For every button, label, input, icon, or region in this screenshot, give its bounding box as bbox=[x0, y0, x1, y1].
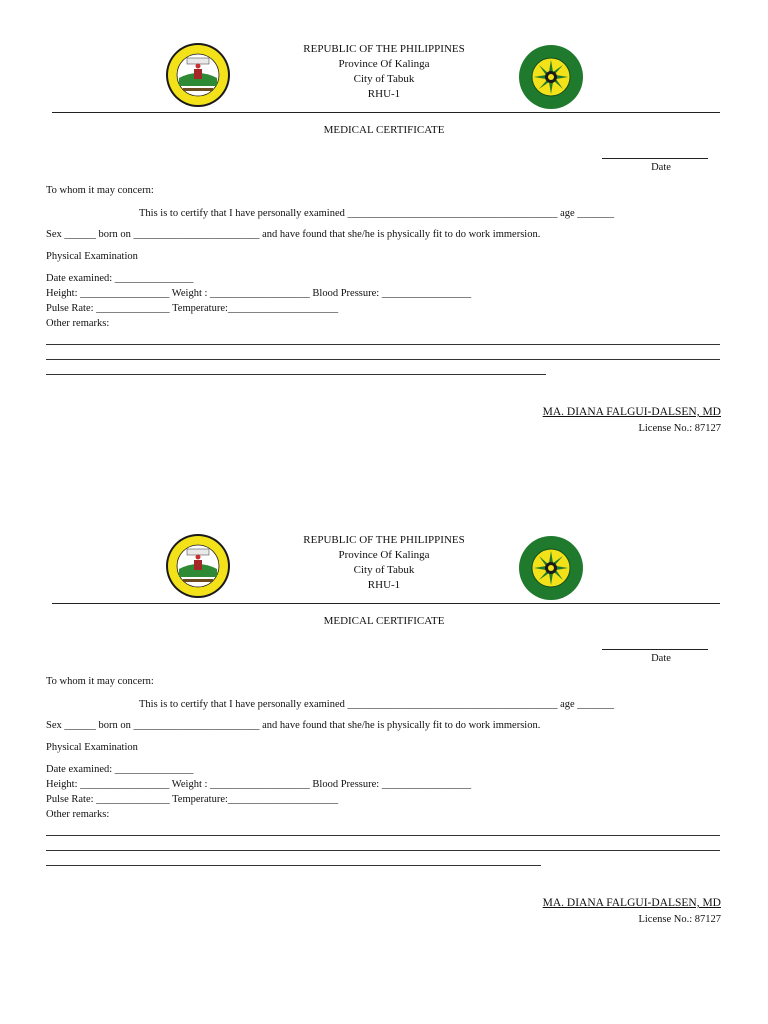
date-field-line[interactable] bbox=[602, 158, 708, 159]
date-label: Date bbox=[651, 162, 671, 173]
header-block bbox=[0, 42, 768, 102]
header-city: City of Tabuk bbox=[353, 73, 415, 85]
header-block bbox=[0, 533, 768, 593]
physical-exam-heading: Physical Examination bbox=[46, 742, 138, 753]
date-label: Date bbox=[651, 653, 671, 664]
doctor-license: License No.: 87127 bbox=[638, 423, 721, 434]
sex-birth-statement: Sex ______ born on ________________________ and have found that she/he is physically fit to do work immersion. bbox=[46, 229, 541, 240]
physical-exam-heading: Physical Examination bbox=[46, 251, 138, 262]
certificate-title: MEDICAL CERTIFICATE bbox=[323, 615, 445, 627]
medical-certificate-1 bbox=[0, 0, 768, 490]
remarks-line-1[interactable] bbox=[46, 344, 720, 345]
salutation: To whom it may concern: bbox=[46, 185, 154, 196]
certify-statement: This is to certify that I have personally examined ________________________________________ age _______ bbox=[139, 699, 615, 710]
medical-certificate-2 bbox=[0, 491, 768, 981]
header-province: Province Of Kalinga bbox=[338, 58, 430, 70]
other-remarks-label: Other remarks: bbox=[46, 809, 110, 820]
header-unit: RHU-1 bbox=[367, 88, 401, 100]
doctor-name: MA. DIANA FALGUI-DALSEN, MD bbox=[542, 406, 721, 418]
vitals-pulse-temperature: Pulse Rate: ______________ Temperature:_____________________ bbox=[46, 794, 339, 805]
city-health-office-seal-icon bbox=[518, 535, 584, 601]
header-divider bbox=[52, 603, 720, 604]
doctor-name: MA. DIANA FALGUI-DALSEN, MD bbox=[542, 897, 721, 909]
vitals-pulse-temperature: Pulse Rate: ______________ Temperature:_____________________ bbox=[46, 303, 339, 314]
certify-statement: This is to certify that I have personally examined ________________________________________ age _______ bbox=[139, 208, 615, 219]
certificate-title: MEDICAL CERTIFICATE bbox=[323, 124, 445, 136]
remarks-line-2[interactable] bbox=[46, 850, 720, 851]
date-field-line[interactable] bbox=[602, 649, 708, 650]
remarks-line-1[interactable] bbox=[46, 835, 720, 836]
date-examined-field: Date examined: _______________ bbox=[46, 764, 194, 775]
header-unit: RHU-1 bbox=[367, 579, 401, 591]
header-divider bbox=[52, 112, 720, 113]
header-province: Province Of Kalinga bbox=[338, 549, 430, 561]
header-country: REPUBLIC OF THE PHILIPPINES bbox=[303, 43, 465, 55]
remarks-line-2[interactable] bbox=[46, 359, 720, 360]
salutation: To whom it may concern: bbox=[46, 676, 154, 687]
remarks-line-3[interactable] bbox=[46, 865, 541, 866]
sex-birth-statement: Sex ______ born on ________________________ and have found that she/he is physically fit to do work immersion. bbox=[46, 720, 541, 731]
header-country: REPUBLIC OF THE PHILIPPINES bbox=[303, 534, 465, 546]
date-examined-field: Date examined: _______________ bbox=[46, 273, 194, 284]
vitals-height-weight-bp: Height: _________________ Weight : ___________________ Blood Pressure: _________________ bbox=[46, 779, 472, 790]
other-remarks-label: Other remarks: bbox=[46, 318, 110, 329]
header-city: City of Tabuk bbox=[353, 564, 415, 576]
vitals-height-weight-bp: Height: _________________ Weight : ___________________ Blood Pressure: _________________ bbox=[46, 288, 472, 299]
remarks-line-3[interactable] bbox=[46, 374, 546, 375]
doctor-license: License No.: 87127 bbox=[638, 914, 721, 925]
city-health-office-seal-icon bbox=[518, 44, 584, 110]
